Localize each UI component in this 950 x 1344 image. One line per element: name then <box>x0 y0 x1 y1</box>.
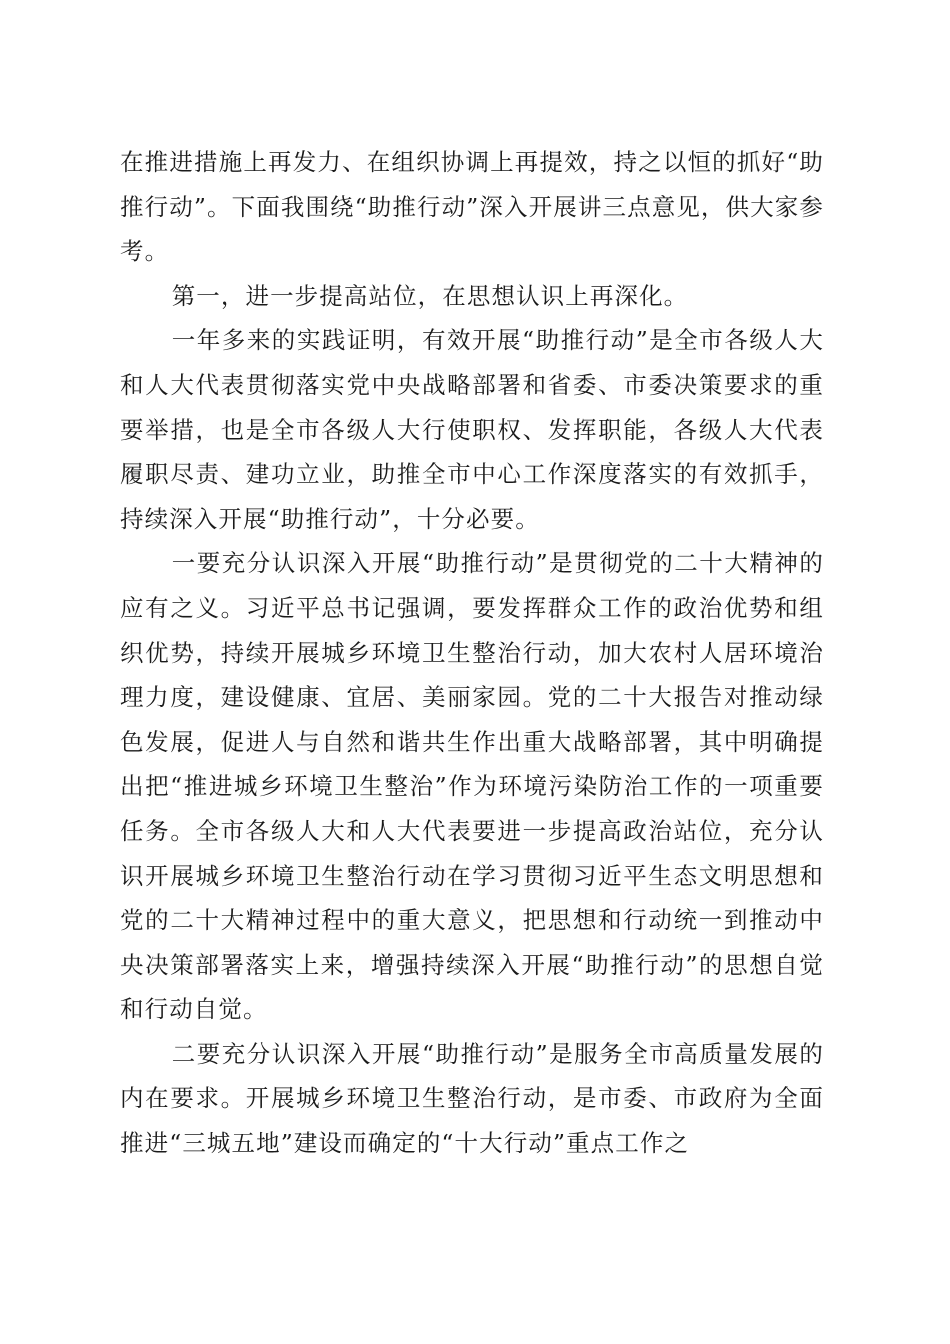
section-heading-first: 第一，进一步提高站位，在思想认识上再深化。 <box>171 281 689 310</box>
paragraph-practice: 一年多来的实践证明，有效开展“助推行动”是全市各级人大和人大代表贯彻落实党中央战略部署和省委、市委决策要求的重要举措，也是全市各级人大行使职权、发挥职能，各级人大代表履职尽责、建功立业，助推全市中心工作深度落实的有效抓手，持续深入开展“助推行动”，十分必要。 <box>120 326 824 533</box>
paragraph-continuation: 在推进措施上再发力、在组织协调上再提效，持之以恒的抓好“助推行动”。下面我围绕“助推行动”深入开展讲三点意见，供大家参考。 <box>120 148 824 266</box>
paragraph-point-one: 一要充分认识深入开展“助推行动”是贯彻党的二十大精神的应有之义。习近平总书记强调，要发挥群众工作的政治优势和组织优势，持续开展城乡环境卫生整治行动，加大农村人居环境治理力度，建设健康、宜居、美丽家园。党的二十大报告对推动绿色发展，促进人与自然和谐共生作出重大战略部署，其中明确提出把“推进城乡环境卫生整治”作为环境污染防治工作的一项重要任务。全市各级人大和人大代表要进一步提高政治站位，充分认识开展城乡环境卫生整治行动在学习贯彻习近平生态文明思想和党的二十大精神过程中的重大意义，把思想和行动统一到推动中央决策部署落实上来，增强持续深入开展“助推行动”的思想自觉和行动自觉。 <box>120 549 824 1024</box>
paragraph-point-two: 二要充分认识深入开展“助推行动”是服务全市高质量发展的内在要求。开展城乡环境卫生整治行动，是市委、市政府为全面推进“三城五地”建设而确定的“十大行动”重点工作之 <box>120 1039 824 1158</box>
document-body <box>120 140 824 1166</box>
